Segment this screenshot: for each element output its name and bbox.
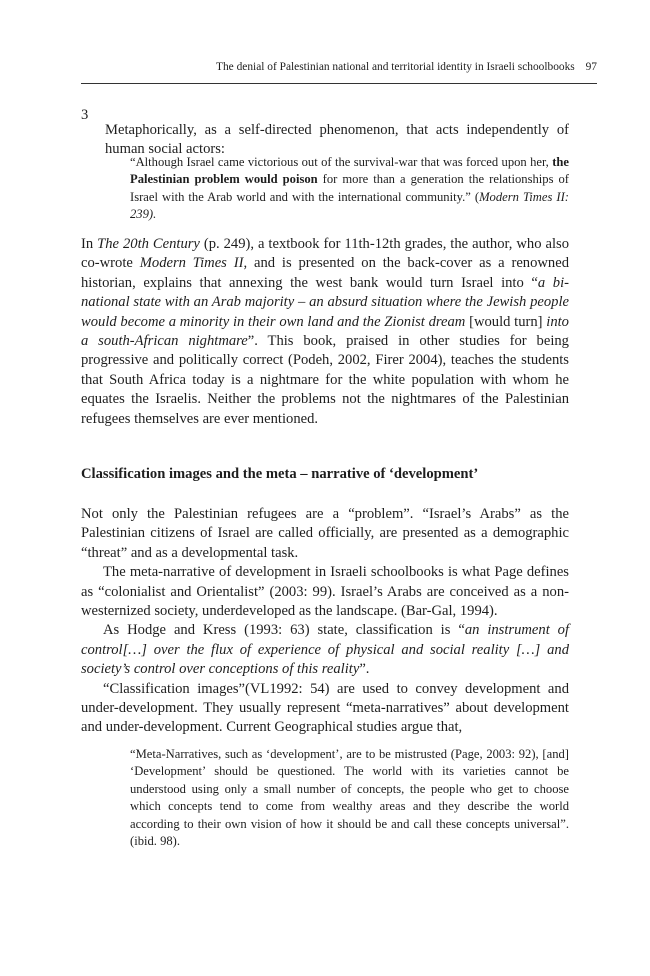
para1-part2: (p. 249), a textbook for 11th-12th grades, the author, who also co-wrote xyxy=(81,236,569,272)
section-body xyxy=(81,505,569,738)
running-header xyxy=(81,61,597,84)
paragraph-1 xyxy=(81,235,569,429)
section-heading: Classification images and the meta – narrative of ‘development’ xyxy=(81,466,479,482)
para1-quote2: into a south-African nightmare xyxy=(81,313,569,350)
quote1-part2: for more than a generation the relationships of Israel with the Arab world and with the international community.” ( xyxy=(130,172,569,204)
paragraph-4 xyxy=(81,621,569,679)
para1-part3: , and is presented on the back-cover as a renowned historian, explains that annexing the west bank would turn Israel into “ xyxy=(81,255,569,291)
para1-book2: Modern Times II xyxy=(139,255,244,272)
running-title: The denial of Palestinian national and territorial identity in Israeli schoolbooks xyxy=(216,61,575,73)
para1-book: The 20th Century xyxy=(97,236,200,252)
paragraph-2: Not only the Palestinian refugees are a “problem”. “Israel’s Arabs” as the Palestinian citizens of Israel are called officially, are presented as a demographic “threat” and as a developmental task. xyxy=(81,506,569,561)
para1-quote1: a bi-national state with an Arab majority – an absurd situation where the Jewish people would become a minority in their own land and the Zionist dream xyxy=(81,274,569,330)
para4-part2: ”. xyxy=(359,661,370,678)
quote1-part1: “Although Israel came victorious out of the survival-war that was forced upon her, xyxy=(130,155,553,169)
item-text: Metaphorically, as a self-directed phenomenon, that acts independently of human social actors: xyxy=(105,121,569,157)
block-quote-1 xyxy=(130,154,569,224)
para4-quote: an instrument of control[…] over the flux of experience of physical and social reality […] and society’s control over conceptions of this reality xyxy=(81,622,570,678)
para4-part1: As Hodge and Kress (1993: 63) state, classification is “ xyxy=(103,622,465,639)
quote1-cite: Modern Times II: 239). xyxy=(130,189,569,222)
para1-part5: ”. This book, praised in other studies for being progressive and politically correct (Podeh, 2002, Firer 2004), teaches the students that South Africa today is a nightmare for the white population with whom he equates the Israelis. Neither the problems not the nightmares of the Palestinian refugees themselves are ever mentioned. xyxy=(81,333,569,427)
item-number: 3 xyxy=(81,107,89,123)
block-quote-2: “Meta-Narratives, such as ‘development’, are to be mistrusted (Page, 2003: 92), [and] ‘Development’ should be questioned. The world with its varieties cannot be understood using only a small number of concepts, the people who get to choose which concepts tend to come from wealthy areas and they describe the world according to their own vision of how it should be and call these concepts universal”. (ibid. 98). xyxy=(130,747,569,849)
paragraph-5: “Classification images”(VL1992: 54) are used to convey development and under-development. They usually represent “meta-narratives” about development and under-development. Current Geographical studies argue that, xyxy=(81,680,569,736)
para1-part4: [would turn] xyxy=(465,313,547,330)
paragraph-3: The meta-narrative of development in Israeli schoolbooks is what Page defines as “colonialist and Orientalist” (2003: 99). Israel’s Arabs are conceived as a non-westernized society, underdeveloped as the landscape. (Bar-Gal, 1994). xyxy=(81,564,569,620)
para1-part1: In xyxy=(81,236,98,252)
page-number: 97 xyxy=(585,61,597,73)
quote1-bold: the Palestinian problem would poison xyxy=(130,155,569,187)
